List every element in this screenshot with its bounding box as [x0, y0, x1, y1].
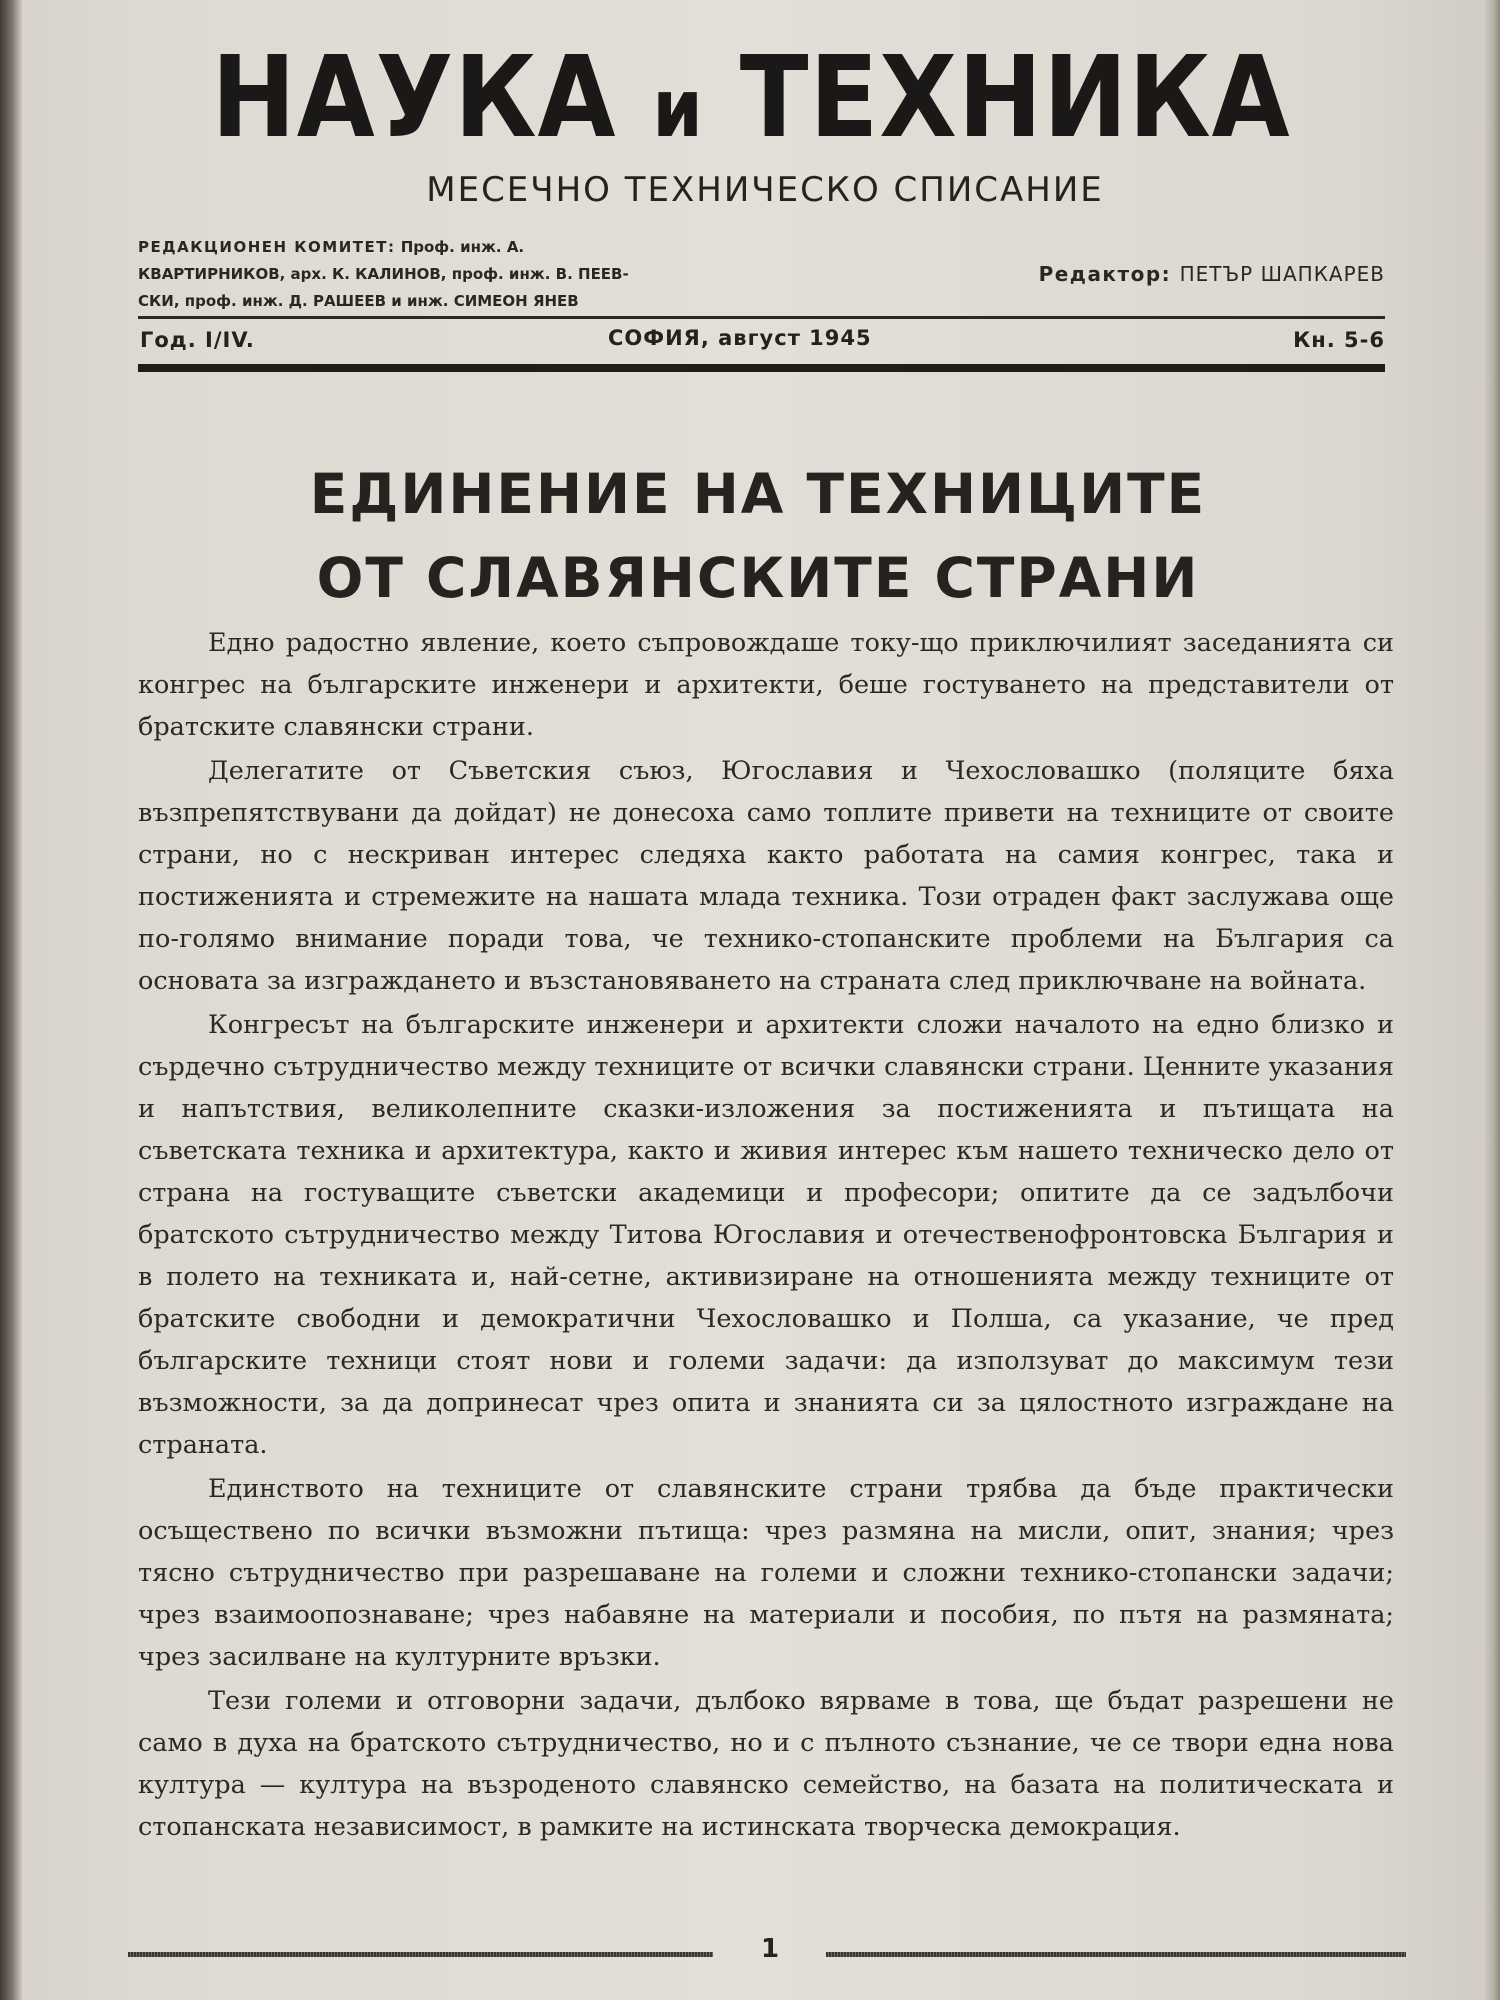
article-title-line-2: ОТ СЛАВЯНСКИТЕ СТРАНИ: [316, 546, 1200, 610]
magazine-title: [76, 33, 1426, 163]
magazine-subtitle: МЕСЕЧНО ТЕХНИЧЕСКО СПИСАНИЕ: [426, 170, 1104, 210]
committee-line-2: КВАРТИРНИКОВ, арх. К. КАЛИНОВ, проф. инж. В. ПЕЕВ-: [138, 265, 629, 283]
header-rule-thick: [138, 364, 1385, 372]
page-edge: [1482, 0, 1500, 2000]
editor-name: ПЕТЪР ШАПКАРЕВ: [1179, 262, 1385, 286]
article-title: [8, 452, 1500, 620]
issue-info: [138, 326, 1385, 356]
title-conjunction: и: [652, 62, 704, 155]
committee-line-1-rest: Проф. инж. А.: [400, 238, 525, 256]
article-body: [138, 622, 1394, 1850]
editorial-committee: [138, 234, 658, 315]
page-number: 1: [760, 1934, 780, 1964]
article-paragraph-5: Тези големи и отговорни задачи, дълбоко вярваме в това, ще бъдат разрешени не само в духа на братското сътрудничество, но и с пълното съзнание, че се твори една нова култура — култура на възроденото славянско семейство, на базата на политическата и стопанската независимост, в рамките на истинската творческа демокрация.: [138, 1686, 1394, 1842]
editor-label: Редактор:: [1038, 262, 1172, 286]
footer-rule-right: [826, 1952, 1406, 1957]
issue-place-date: СОФИЯ, август 1945: [608, 326, 872, 350]
header-rule-thin: [138, 316, 1385, 319]
article-title-line-1: ЕДИНЕНИЕ НА ТЕХНИЦИТЕ: [309, 462, 1207, 526]
committee-line-1: [138, 234, 658, 261]
title-word-2: ТЕХНИКА: [739, 33, 1291, 163]
committee-line-3: СКИ, проф. инж. Д. РАШЕЕВ и инж. СИМЕОН ЯНЕВ: [138, 292, 579, 310]
article-paragraph-3: Конгресът на българските инженери и архитекти сложи началото на едно близко и сърдечно сътрудничество между техниците от всички славянски страни. Ценните указания и напътствия, великолепните сказки-изложения за постиженията и пътищата на съветската техника и архитектура, както и живия интерес към нашето техническо дело от страна на гостуващите съветски академици и професори; опитите да се задълбочи братското сътрудничество между Титова Югославия и отечественофронтовска България и в полето на техниката и, най-сетне, активизиране на отношенията между техниците от братските свободни и демократични Чехословашко и Полша, са указание, че пред българските техници стоят нови и големи задачи: да използуват до максимум тези възможности, за да допринесат чрез опита и знанията си за цялостното изграждане на страната.: [138, 1010, 1394, 1460]
article-paragraph-1: Едно радостно явление, което съпровождаше току-що приключилият заседанията си конгрес на българските инженери и архитекти, беше гостуването на представители от братските славянски страни.: [138, 628, 1394, 742]
footer-rule-left: [128, 1952, 713, 1957]
article-paragraph-4: Единството на техниците от славянските страни трябва да бъде практически осъществено по всички възможни пътища: чрез размяна на мисли, опит, знания; чрез тясно сътрудничество при разрешаване на големи и сложни технико-стопански задачи; чрез взаимоопознаване; чрез набавяне на материали и пособия, по пътя на размяната; чрез засилване на културните връзки.: [138, 1474, 1394, 1672]
article-paragraph-2: Делегатите от Съветския съюз, Югославия и Чехословашко (поляците бяха възпрепятствувани да дойдат) не донесоха само топлите привети на техниците от своите страни, но с нескриван интерес следяха както работата на самия конгрес, така и постиженията и стремежите на нашата млада техника. Този отраден факт заслужава още по-голямо внимание поради това, че технико-стопанските проблеми на България са основата за изграждането и възстановяването на страната след приключване на войната.: [138, 756, 1394, 996]
book-binding: [0, 0, 22, 2000]
issue-number: Кн. 5-6: [1293, 328, 1385, 352]
issue-year: Год. I/IV.: [140, 328, 255, 352]
title-word-1: НАУКА: [211, 33, 617, 163]
editor-credit: [895, 262, 1385, 286]
committee-label: РЕДАКЦИОНЕН КОМИТЕТ:: [138, 238, 396, 256]
